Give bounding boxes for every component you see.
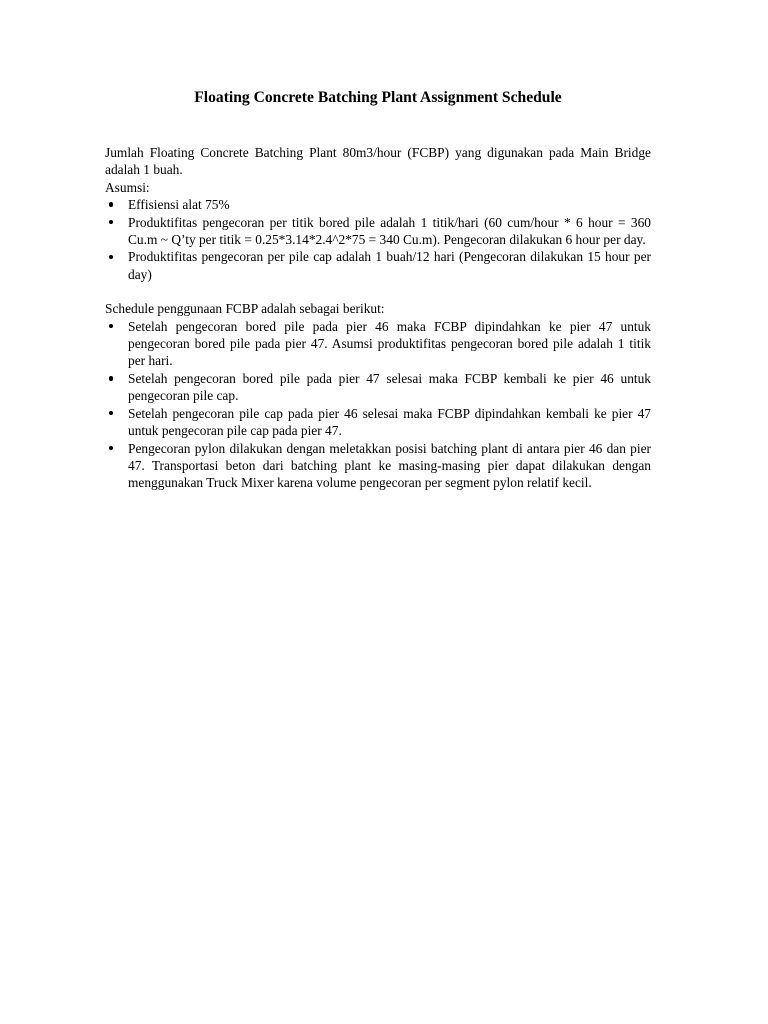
list-item-text: Setelah pengecoran pile cap pada pier 46 selesai maka FCBP dipindahkan kembali ke pier 47 untuk pengecoran pile cap pada pier 47. — [128, 405, 651, 439]
list-item — [105, 405, 651, 440]
document-page — [105, 88, 651, 492]
bullet-icon — [105, 440, 117, 457]
bullet-icon — [105, 405, 117, 422]
intro-paragraph: Jumlah Floating Concrete Batching Plant 80m3/hour (FCBP) yang digunakan pada Main Bridge adalah 1 buah. — [105, 145, 651, 178]
paragraph-spacer — [105, 283, 651, 300]
list-item-text: Setelah pengecoran bored pile pada pier 46 maka FCBP dipindahkan ke pier 47 untuk pengecoran bored pile pada pier 47. Asumsi produktifitas pengecoran bored pile adalah 1 titik per hari. — [128, 318, 651, 369]
bullet-icon — [105, 318, 117, 335]
assumptions-label: Asumsi: — [105, 179, 150, 195]
schedule-label: Schedule penggunaan FCBP adalah sebagai berikut: — [105, 301, 385, 317]
list-item-text: Effisiensi alat 75% — [128, 197, 230, 213]
list-item-text: Pengecoran pylon dilakukan dengan meletakkan posisi batching plant di antara pier 46 dan pier 47. Transportasi beton dari batching plant ke masing-masing pier dapat dilakukan dengan menggunakan Truck Mixer karena volume pengecoran per segment pylon relatif kecil. — [128, 440, 651, 491]
list-item-text: Produktifitas pengecoran per pile cap adalah 1 buah/12 hari (Pengecoran dilakukan 15 hour per day) — [128, 249, 651, 282]
document-title: Floating Concrete Batching Plant Assignment Schedule — [194, 89, 562, 106]
list-item-text: Produktifitas pengecoran per titik bored pile adalah 1 titik/hari (60 cum/hour * 6 hour = 360 Cu.m ~ Q’ty per titik = 0.25*3.14*2.4^2*75 = 340 Cu.m). Pengecoran dilakukan 6 hour per day. — [128, 214, 651, 248]
list-item — [105, 440, 651, 492]
bullet-icon — [105, 248, 117, 265]
list-item-text: Setelah pengecoran bored pile pada pier 47 selesai maka FCBP kembali ke pier 46 untuk pengecoran pile cap. — [128, 370, 651, 404]
list-item — [105, 370, 651, 405]
bullet-icon — [105, 370, 117, 387]
bullet-icon — [105, 196, 117, 213]
assumptions-list — [105, 196, 651, 283]
bullet-icon — [105, 214, 117, 231]
list-item — [105, 214, 651, 249]
list-item — [105, 318, 651, 370]
list-item — [105, 248, 651, 283]
schedule-list — [105, 318, 651, 492]
list-item — [105, 196, 651, 213]
